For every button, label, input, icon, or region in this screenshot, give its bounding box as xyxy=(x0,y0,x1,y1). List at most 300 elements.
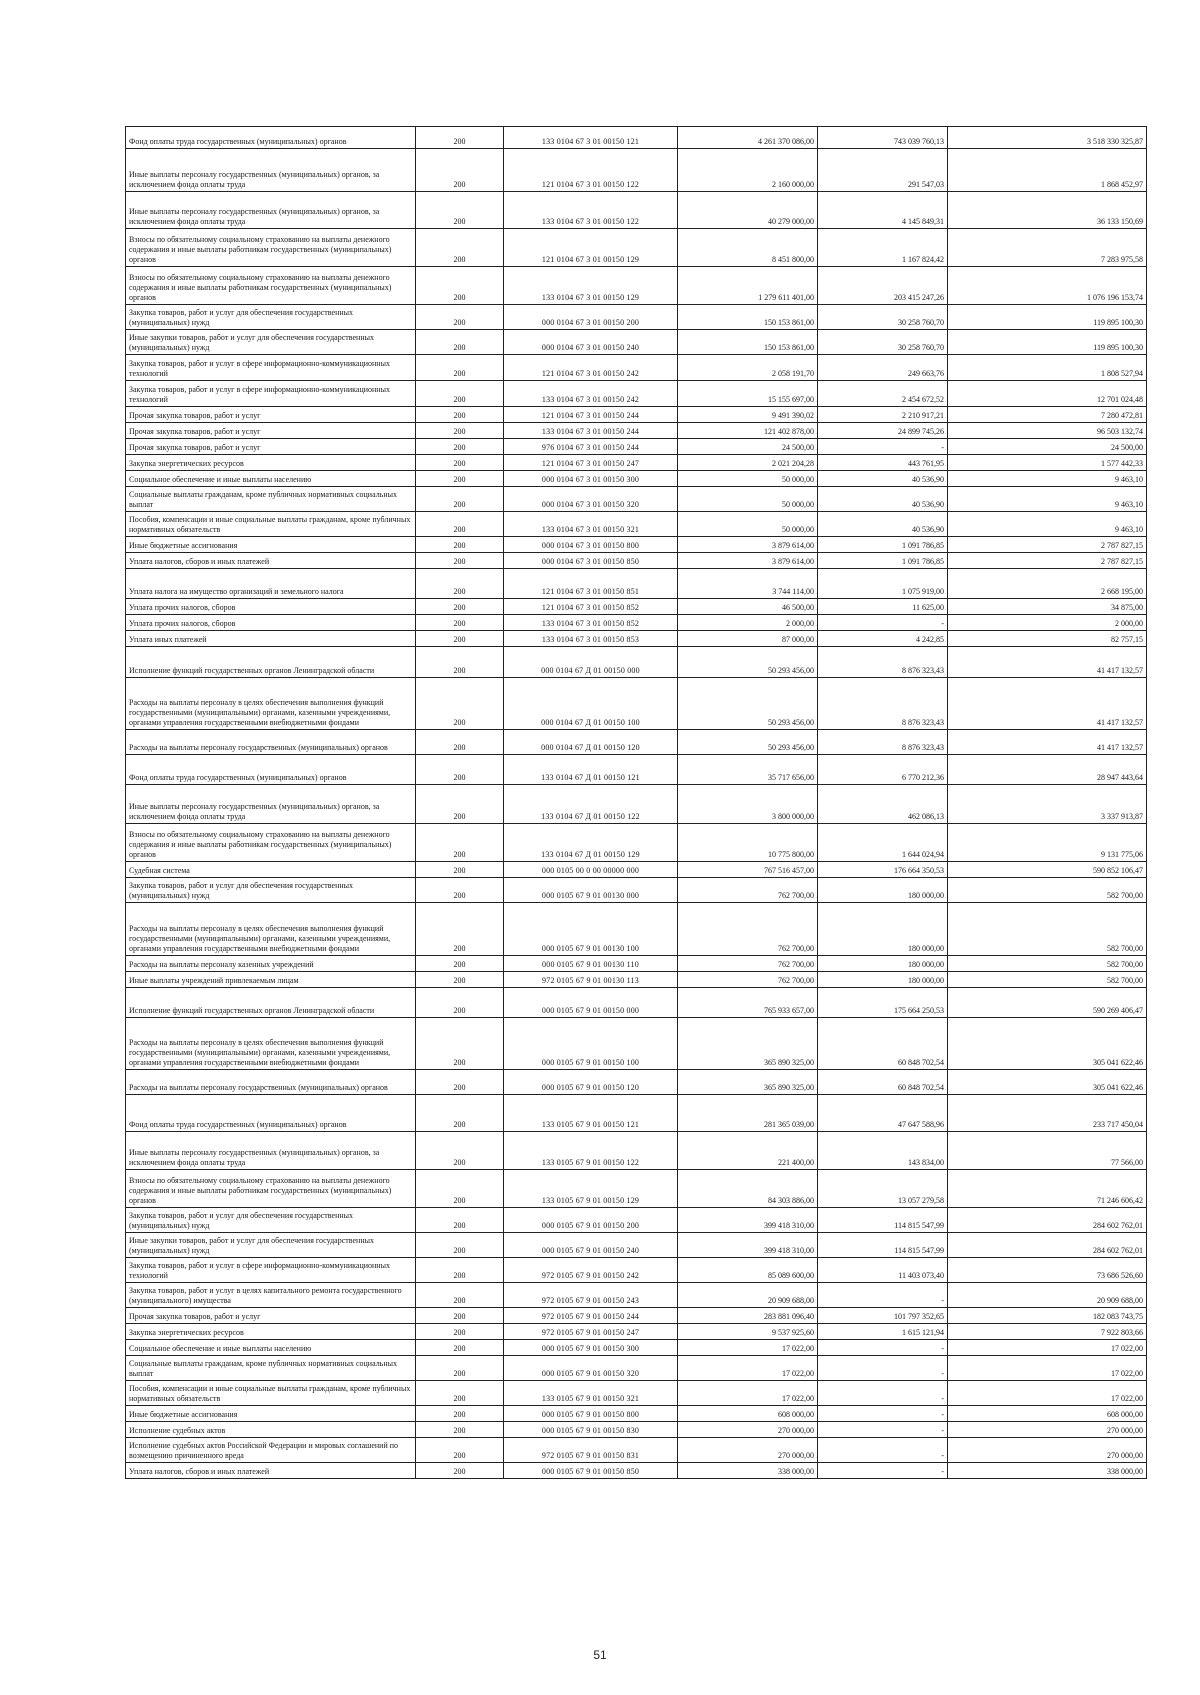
row-approved: 3 879 614,00 xyxy=(678,553,818,569)
row-executed: 175 664 250,53 xyxy=(818,988,948,1018)
row-code: 200 xyxy=(416,439,504,455)
row-unexecuted: 77 566,00 xyxy=(948,1132,1147,1170)
row-approved: 3 744 114,00 xyxy=(678,569,818,599)
table-row xyxy=(126,1170,1147,1208)
row-code: 200 xyxy=(416,229,504,267)
row-kbk: 121 0104 67 3 01 00150 242 xyxy=(504,355,678,381)
row-unexecuted: 338 000,00 xyxy=(948,1463,1147,1479)
row-executed: 40 536,90 xyxy=(818,471,948,487)
row-unexecuted: 9 463,10 xyxy=(948,512,1147,537)
row-code: 200 xyxy=(416,355,504,381)
table-row xyxy=(126,487,1147,512)
row-kbk: 000 0105 67 9 01 00150 320 xyxy=(504,1356,678,1381)
row-kbk: 000 0104 67 3 01 00150 320 xyxy=(504,487,678,512)
row-executed: 180 000,00 xyxy=(818,956,948,972)
row-kbk: 133 0104 67 Д 01 00150 129 xyxy=(504,824,678,862)
row-code: 200 xyxy=(416,1406,504,1422)
table-row xyxy=(126,330,1147,355)
row-code: 200 xyxy=(416,1070,504,1095)
row-kbk: 000 0105 67 9 01 00130 100 xyxy=(504,903,678,956)
row-approved: 17 022,00 xyxy=(678,1340,818,1356)
row-unexecuted: 96 503 132,74 xyxy=(948,423,1147,439)
row-code: 200 xyxy=(416,1018,504,1070)
row-code: 200 xyxy=(416,127,504,149)
row-unexecuted: 1 808 527,94 xyxy=(948,355,1147,381)
row-approved: 1 279 611 401,00 xyxy=(678,267,818,305)
row-executed: 180 000,00 xyxy=(818,878,948,903)
row-executed: 291 547,03 xyxy=(818,149,948,192)
row-code: 200 xyxy=(416,1324,504,1340)
row-name: Исполнение функций государственных органов Ленинградской области xyxy=(126,988,416,1018)
row-code: 200 xyxy=(416,599,504,615)
row-approved: 270 000,00 xyxy=(678,1422,818,1438)
row-executed: 114 815 547,99 xyxy=(818,1233,948,1258)
row-name: Иные выплаты персоналу государственных (муниципальных) органов, за исключением фонда оплаты труда xyxy=(126,192,416,229)
row-executed: - xyxy=(818,1283,948,1308)
row-unexecuted: 2 787 827,15 xyxy=(948,537,1147,553)
row-approved: 50 000,00 xyxy=(678,487,818,512)
row-kbk: 972 0105 67 9 01 00150 247 xyxy=(504,1324,678,1340)
table-row xyxy=(126,1406,1147,1422)
row-kbk: 972 0105 67 9 01 00150 243 xyxy=(504,1283,678,1308)
row-approved: 40 279 000,00 xyxy=(678,192,818,229)
row-kbk: 972 0105 67 9 01 00150 244 xyxy=(504,1308,678,1324)
row-unexecuted: 1 868 452,97 xyxy=(948,149,1147,192)
row-code: 200 xyxy=(416,785,504,824)
row-kbk: 972 0105 67 9 01 00130 113 xyxy=(504,972,678,988)
row-name: Судебная система xyxy=(126,862,416,878)
row-approved: 8 451 800,00 xyxy=(678,229,818,267)
table-row xyxy=(126,785,1147,824)
row-kbk: 000 0104 67 3 01 00150 850 xyxy=(504,553,678,569)
row-code: 200 xyxy=(416,537,504,553)
row-executed: - xyxy=(818,439,948,455)
row-approved: 20 909 688,00 xyxy=(678,1283,818,1308)
row-unexecuted: 24 500,00 xyxy=(948,439,1147,455)
row-kbk: 121 0104 67 3 01 00150 852 xyxy=(504,599,678,615)
row-unexecuted: 182 083 743,75 xyxy=(948,1308,1147,1324)
table-row xyxy=(126,229,1147,267)
row-code: 200 xyxy=(416,569,504,599)
table-row xyxy=(126,455,1147,471)
row-unexecuted: 12 701 024,48 xyxy=(948,381,1147,407)
row-name: Расходы на выплаты персоналу в целях обеспечения выполнения функций государственными (муниципальными) органами, казенными учреждениями, органами управления государственными внебюджетными фондами xyxy=(126,678,416,730)
table-row xyxy=(126,730,1147,755)
row-kbk: 972 0105 67 9 01 00150 831 xyxy=(504,1438,678,1463)
row-name: Иные выплаты персоналу государственных (муниципальных) органов, за исключением фонда оплаты труда xyxy=(126,149,416,192)
row-name: Взносы по обязательному социальному страхованию на выплаты денежного содержания и иные выплаты работникам государственных (муниципальных) органов xyxy=(126,229,416,267)
row-name: Уплата иных платежей xyxy=(126,631,416,647)
row-name: Прочая закупка товаров, работ и услуг xyxy=(126,1308,416,1324)
row-unexecuted: 34 875,00 xyxy=(948,599,1147,615)
row-kbk: 000 0105 67 9 01 00150 800 xyxy=(504,1406,678,1422)
row-approved: 2 000,00 xyxy=(678,615,818,631)
table-row xyxy=(126,381,1147,407)
row-code: 200 xyxy=(416,1340,504,1356)
row-executed: 203 415 247,26 xyxy=(818,267,948,305)
row-name: Уплата налогов, сборов и иных платежей xyxy=(126,1463,416,1479)
row-code: 200 xyxy=(416,678,504,730)
row-approved: 281 365 039,00 xyxy=(678,1095,818,1132)
row-unexecuted: 82 757,15 xyxy=(948,631,1147,647)
row-executed: 24 899 745,26 xyxy=(818,423,948,439)
row-kbk: 000 0105 67 9 01 00130 110 xyxy=(504,956,678,972)
row-code: 200 xyxy=(416,730,504,755)
table-row xyxy=(126,1356,1147,1381)
row-name: Иные выплаты учреждений привлекаемым лицам xyxy=(126,972,416,988)
row-name: Уплата прочих налогов, сборов xyxy=(126,599,416,615)
row-unexecuted: 9 463,10 xyxy=(948,487,1147,512)
row-name: Иные выплаты персоналу государственных (муниципальных) органов, за исключением фонда оплаты труда xyxy=(126,785,416,824)
row-name: Закупка энергетических ресурсов xyxy=(126,455,416,471)
row-executed: 1 644 024,94 xyxy=(818,824,948,862)
row-code: 200 xyxy=(416,1233,504,1258)
row-code: 200 xyxy=(416,1095,504,1132)
row-code: 200 xyxy=(416,455,504,471)
row-name: Закупка товаров, работ и услуг для обеспечения государственных (муниципальных) нужд xyxy=(126,305,416,330)
row-approved: 50 000,00 xyxy=(678,512,818,537)
row-name: Взносы по обязательному социальному страхованию на выплаты денежного содержания и иные выплаты работникам государственных (муниципальных) органов xyxy=(126,824,416,862)
row-unexecuted: 9 463,10 xyxy=(948,471,1147,487)
row-code: 200 xyxy=(416,878,504,903)
row-kbk: 133 0104 67 3 01 00150 129 xyxy=(504,267,678,305)
row-kbk: 000 0105 67 9 01 00130 000 xyxy=(504,878,678,903)
row-executed: 743 039 760,13 xyxy=(818,127,948,149)
row-executed: 40 536,90 xyxy=(818,512,948,537)
row-unexecuted: 17 022,00 xyxy=(948,1381,1147,1406)
row-code: 200 xyxy=(416,615,504,631)
row-executed: 2 454 672,52 xyxy=(818,381,948,407)
row-kbk: 133 0104 67 3 01 00150 122 xyxy=(504,192,678,229)
row-executed: 4 145 849,31 xyxy=(818,192,948,229)
row-unexecuted: 119 895 100,30 xyxy=(948,305,1147,330)
row-code: 200 xyxy=(416,1170,504,1208)
table-row xyxy=(126,1283,1147,1308)
row-code: 200 xyxy=(416,407,504,423)
row-approved: 121 402 878,00 xyxy=(678,423,818,439)
row-kbk: 000 0105 67 9 01 00150 830 xyxy=(504,1422,678,1438)
row-kbk: 000 0105 67 9 01 00150 120 xyxy=(504,1070,678,1095)
row-executed: - xyxy=(818,1356,948,1381)
row-executed: - xyxy=(818,1438,948,1463)
table-row xyxy=(126,267,1147,305)
table-row xyxy=(126,631,1147,647)
row-approved: 4 261 370 086,00 xyxy=(678,127,818,149)
row-unexecuted: 305 041 622,46 xyxy=(948,1018,1147,1070)
row-unexecuted: 41 417 132,57 xyxy=(948,678,1147,730)
table-row xyxy=(126,1438,1147,1463)
row-approved: 17 022,00 xyxy=(678,1356,818,1381)
row-kbk: 000 0105 67 9 01 00150 200 xyxy=(504,1208,678,1233)
table-row xyxy=(126,956,1147,972)
row-name: Иные выплаты персоналу государственных (муниципальных) органов, за исключением фонда оплаты труда xyxy=(126,1132,416,1170)
row-name: Взносы по обязательному социальному страхованию на выплаты денежного содержания и иные выплаты работникам государственных (муниципальных) органов xyxy=(126,267,416,305)
row-code: 200 xyxy=(416,988,504,1018)
row-unexecuted: 2 000,00 xyxy=(948,615,1147,631)
row-approved: 50 293 456,00 xyxy=(678,730,818,755)
row-executed: 2 210 917,21 xyxy=(818,407,948,423)
row-kbk: 000 0105 00 0 00 00000 000 xyxy=(504,862,678,878)
row-code: 200 xyxy=(416,1208,504,1233)
row-kbk: 133 0104 67 Д 01 00150 121 xyxy=(504,755,678,785)
table-row xyxy=(126,1233,1147,1258)
row-kbk: 133 0104 67 3 01 00150 244 xyxy=(504,423,678,439)
row-unexecuted: 270 000,00 xyxy=(948,1422,1147,1438)
row-executed: 176 664 350,53 xyxy=(818,862,948,878)
budget-execution-sheet xyxy=(125,126,1146,1479)
row-executed: 8 876 323,43 xyxy=(818,730,948,755)
table-row xyxy=(126,305,1147,330)
row-unexecuted: 270 000,00 xyxy=(948,1438,1147,1463)
table-row xyxy=(126,824,1147,862)
row-code: 200 xyxy=(416,1283,504,1308)
row-executed: 443 761,95 xyxy=(818,455,948,471)
row-code: 200 xyxy=(416,1463,504,1479)
row-name: Уплата налога на имущество организаций и земельного налога xyxy=(126,569,416,599)
row-approved: 365 890 325,00 xyxy=(678,1018,818,1070)
row-kbk: 121 0104 67 3 01 00150 129 xyxy=(504,229,678,267)
row-unexecuted: 582 700,00 xyxy=(948,956,1147,972)
row-approved: 2 160 000,00 xyxy=(678,149,818,192)
row-name: Социальное обеспечение и иные выплаты населению xyxy=(126,471,416,487)
row-code: 200 xyxy=(416,972,504,988)
row-approved: 10 775 800,00 xyxy=(678,824,818,862)
row-kbk: 121 0104 67 3 01 00150 244 xyxy=(504,407,678,423)
row-approved: 50 293 456,00 xyxy=(678,678,818,730)
row-name: Прочая закупка товаров, работ и услуг xyxy=(126,407,416,423)
row-executed: 40 536,90 xyxy=(818,487,948,512)
row-approved: 46 500,00 xyxy=(678,599,818,615)
row-kbk: 133 0105 67 9 01 00150 121 xyxy=(504,1095,678,1132)
row-name: Исполнение судебных актов xyxy=(126,1422,416,1438)
row-unexecuted: 7 922 803,66 xyxy=(948,1324,1147,1340)
table-row xyxy=(126,1308,1147,1324)
row-name: Социальное обеспечение и иные выплаты населению xyxy=(126,1340,416,1356)
row-executed: 249 663,76 xyxy=(818,355,948,381)
row-executed: 13 057 279,58 xyxy=(818,1170,948,1208)
row-kbk: 133 0104 67 Д 01 00150 122 xyxy=(504,785,678,824)
row-executed: 1 167 824,42 xyxy=(818,229,948,267)
row-code: 200 xyxy=(416,862,504,878)
table-row xyxy=(126,1095,1147,1132)
row-kbk: 133 0104 67 3 01 00150 853 xyxy=(504,631,678,647)
row-name: Расходы на выплаты персоналу в целях обеспечения выполнения функций государственными (муниципальными) органами, казенными учреждениями, органами управления государственными внебюджетными фондами xyxy=(126,1018,416,1070)
row-executed: 30 258 760,70 xyxy=(818,330,948,355)
row-approved: 765 933 657,00 xyxy=(678,988,818,1018)
row-unexecuted: 41 417 132,57 xyxy=(948,647,1147,678)
row-executed: 11 625,00 xyxy=(818,599,948,615)
row-name: Расходы на выплаты персоналу государственных (муниципальных) органов xyxy=(126,1070,416,1095)
row-name: Взносы по обязательному социальному страхованию на выплаты денежного содержания и иные выплаты работникам государственных (муниципальных) органов xyxy=(126,1170,416,1208)
table-row xyxy=(126,862,1147,878)
table-row xyxy=(126,512,1147,537)
row-approved: 2 058 191,70 xyxy=(678,355,818,381)
row-unexecuted: 582 700,00 xyxy=(948,972,1147,988)
table-row xyxy=(126,569,1147,599)
row-unexecuted: 119 895 100,30 xyxy=(948,330,1147,355)
row-executed: 30 258 760,70 xyxy=(818,305,948,330)
row-kbk: 133 0105 67 9 01 00150 321 xyxy=(504,1381,678,1406)
row-unexecuted: 3 518 330 325,87 xyxy=(948,127,1147,149)
table-row xyxy=(126,647,1147,678)
table-row xyxy=(126,1324,1147,1340)
row-kbk: 000 0104 67 3 01 00150 800 xyxy=(504,537,678,553)
row-approved: 9 537 925,60 xyxy=(678,1324,818,1340)
table-row xyxy=(126,423,1147,439)
budget-table xyxy=(125,126,1147,1479)
row-unexecuted: 582 700,00 xyxy=(948,903,1147,956)
row-approved: 150 153 861,00 xyxy=(678,330,818,355)
row-approved: 3 879 614,00 xyxy=(678,537,818,553)
row-code: 200 xyxy=(416,487,504,512)
row-approved: 50 293 456,00 xyxy=(678,647,818,678)
table-row xyxy=(126,1070,1147,1095)
row-executed: 180 000,00 xyxy=(818,972,948,988)
row-unexecuted: 20 909 688,00 xyxy=(948,1283,1147,1308)
row-unexecuted: 590 269 406,47 xyxy=(948,988,1147,1018)
row-approved: 762 700,00 xyxy=(678,878,818,903)
row-code: 200 xyxy=(416,330,504,355)
row-approved: 35 717 656,00 xyxy=(678,755,818,785)
row-code: 200 xyxy=(416,1308,504,1324)
row-unexecuted: 28 947 443,64 xyxy=(948,755,1147,785)
row-unexecuted: 36 133 150,69 xyxy=(948,192,1147,229)
table-row xyxy=(126,1018,1147,1070)
row-executed: - xyxy=(818,1340,948,1356)
table-row xyxy=(126,1340,1147,1356)
row-approved: 50 000,00 xyxy=(678,471,818,487)
row-kbk: 133 0105 67 9 01 00150 122 xyxy=(504,1132,678,1170)
row-approved: 399 418 310,00 xyxy=(678,1208,818,1233)
table-row xyxy=(126,615,1147,631)
table-row xyxy=(126,599,1147,615)
row-kbk: 000 0105 67 9 01 00150 850 xyxy=(504,1463,678,1479)
row-kbk: 000 0105 67 9 01 00150 240 xyxy=(504,1233,678,1258)
row-unexecuted: 7 280 472,81 xyxy=(948,407,1147,423)
table-row xyxy=(126,988,1147,1018)
row-name: Уплата прочих налогов, сборов xyxy=(126,615,416,631)
row-name: Иные закупки товаров, работ и услуг для обеспечения государственных (муниципальных) нужд xyxy=(126,1233,416,1258)
row-executed: 60 848 702,54 xyxy=(818,1070,948,1095)
row-unexecuted: 2 668 195,00 xyxy=(948,569,1147,599)
page-number: 51 xyxy=(593,1648,607,1662)
table-row xyxy=(126,1381,1147,1406)
row-name: Закупка товаров, работ и услуг в сфере информационно-коммуникационных технологий xyxy=(126,381,416,407)
row-executed: 101 797 352,65 xyxy=(818,1308,948,1324)
row-name: Исполнение функций государственных органов Ленинградской области xyxy=(126,647,416,678)
row-name: Социальные выплаты гражданам, кроме публичных нормативных социальных выплат xyxy=(126,487,416,512)
row-name: Закупка товаров, работ и услуг в целях капитального ремонта государственного (муниципального) имущества xyxy=(126,1283,416,1308)
row-kbk: 000 0104 67 3 01 00150 200 xyxy=(504,305,678,330)
row-code: 200 xyxy=(416,1258,504,1283)
row-kbk: 000 0104 67 3 01 00150 300 xyxy=(504,471,678,487)
row-name: Прочая закупка товаров, работ и услуг xyxy=(126,439,416,455)
row-code: 200 xyxy=(416,423,504,439)
row-kbk: 000 0105 67 9 01 00150 100 xyxy=(504,1018,678,1070)
row-name: Исполнение судебных актов Российской Федерации и мировых соглашений по возмещению причиненного вреда xyxy=(126,1438,416,1463)
table-row xyxy=(126,439,1147,455)
row-executed: 11 403 073,40 xyxy=(818,1258,948,1283)
row-approved: 3 800 000,00 xyxy=(678,785,818,824)
table-row xyxy=(126,678,1147,730)
table-row xyxy=(126,755,1147,785)
row-unexecuted: 17 022,00 xyxy=(948,1356,1147,1381)
row-name: Иные бюджетные ассигнования xyxy=(126,1406,416,1422)
row-executed: - xyxy=(818,1406,948,1422)
row-unexecuted: 71 246 606,42 xyxy=(948,1170,1147,1208)
table-row xyxy=(126,1208,1147,1233)
row-executed: - xyxy=(818,1381,948,1406)
row-executed: - xyxy=(818,1422,948,1438)
row-unexecuted: 1 076 196 153,74 xyxy=(948,267,1147,305)
row-executed: 4 242,85 xyxy=(818,631,948,647)
row-kbk: 976 0104 67 3 01 00150 244 xyxy=(504,439,678,455)
row-code: 200 xyxy=(416,1422,504,1438)
row-executed: 6 770 212,36 xyxy=(818,755,948,785)
row-executed: 114 815 547,99 xyxy=(818,1208,948,1233)
row-approved: 270 000,00 xyxy=(678,1438,818,1463)
row-code: 200 xyxy=(416,381,504,407)
row-executed: 1 075 919,00 xyxy=(818,569,948,599)
row-code: 200 xyxy=(416,647,504,678)
row-approved: 365 890 325,00 xyxy=(678,1070,818,1095)
row-kbk: 133 0104 67 3 01 00150 242 xyxy=(504,381,678,407)
row-unexecuted: 7 283 975,58 xyxy=(948,229,1147,267)
row-approved: 762 700,00 xyxy=(678,972,818,988)
row-approved: 762 700,00 xyxy=(678,903,818,956)
row-unexecuted: 9 131 775,06 xyxy=(948,824,1147,862)
row-unexecuted: 305 041 622,46 xyxy=(948,1070,1147,1095)
row-executed: 462 086,13 xyxy=(818,785,948,824)
row-kbk: 133 0104 67 3 01 00150 121 xyxy=(504,127,678,149)
row-kbk: 133 0104 67 3 01 00150 852 xyxy=(504,615,678,631)
row-kbk: 133 0104 67 3 01 00150 321 xyxy=(504,512,678,537)
row-kbk: 000 0104 67 Д 01 00150 100 xyxy=(504,678,678,730)
row-code: 200 xyxy=(416,267,504,305)
row-kbk: 121 0104 67 3 01 00150 247 xyxy=(504,455,678,471)
row-unexecuted: 17 022,00 xyxy=(948,1340,1147,1356)
row-executed: 143 834,00 xyxy=(818,1132,948,1170)
table-row xyxy=(126,127,1147,149)
row-code: 200 xyxy=(416,471,504,487)
row-executed: 1 615 121,94 xyxy=(818,1324,948,1340)
row-approved: 150 153 861,00 xyxy=(678,305,818,330)
row-executed: 8 876 323,43 xyxy=(818,678,948,730)
row-name: Иные бюджетные ассигнования xyxy=(126,537,416,553)
row-executed: - xyxy=(818,1463,948,1479)
table-row xyxy=(126,1132,1147,1170)
table-row xyxy=(126,407,1147,423)
table-row xyxy=(126,878,1147,903)
table-row xyxy=(126,471,1147,487)
row-name: Прочая закупка товаров, работ и услуг xyxy=(126,423,416,439)
row-approved: 17 022,00 xyxy=(678,1381,818,1406)
row-name: Расходы на выплаты персоналу в целях обеспечения выполнения функций государственными (муниципальными) органами, казенными учреждениями, органами управления государственными внебюджетными фондами xyxy=(126,903,416,956)
row-code: 200 xyxy=(416,1132,504,1170)
row-name: Закупка товаров, работ и услуг для обеспечения государственных (муниципальных) нужд xyxy=(126,1208,416,1233)
row-unexecuted: 3 337 913,87 xyxy=(948,785,1147,824)
row-kbk: 972 0105 67 9 01 00150 242 xyxy=(504,1258,678,1283)
row-code: 200 xyxy=(416,1356,504,1381)
table-row xyxy=(126,192,1147,229)
row-approved: 399 418 310,00 xyxy=(678,1233,818,1258)
row-unexecuted: 41 417 132,57 xyxy=(948,730,1147,755)
table-row xyxy=(126,1463,1147,1479)
row-name: Закупка товаров, работ и услуг в сфере информационно-коммуникационных технологий xyxy=(126,355,416,381)
row-name: Расходы на выплаты персоналу государственных (муниципальных) органов xyxy=(126,730,416,755)
row-name: Социальные выплаты гражданам, кроме публичных нормативных социальных выплат xyxy=(126,1356,416,1381)
row-kbk: 133 0105 67 9 01 00150 129 xyxy=(504,1170,678,1208)
